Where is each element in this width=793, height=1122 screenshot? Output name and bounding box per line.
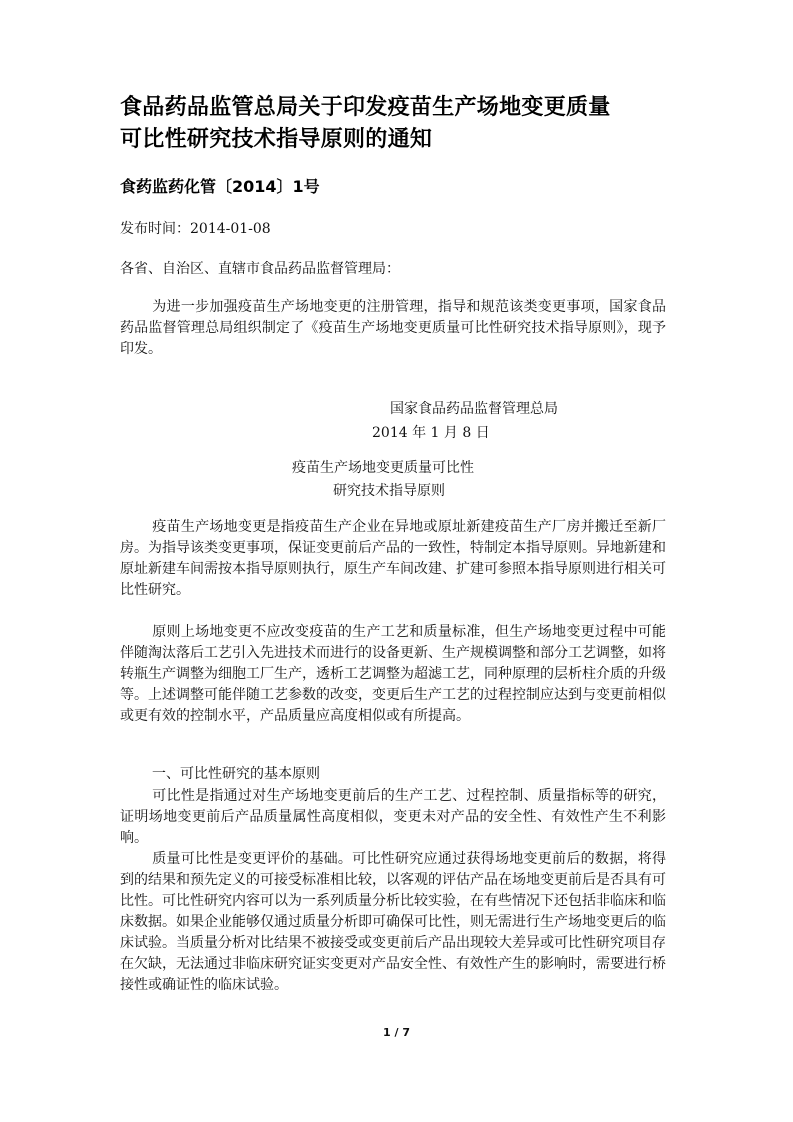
attachment-title-line-2: 研究技术指导原则 <box>333 483 445 499</box>
paragraph-text: 原则上场地变更不应改变疫苗的生产工艺和质量标准，但生产场地变更过程中可能伴随淘汰落后工艺引入先进技术而进行的设备更新、生产规模调整和部分工艺调整，如将转瓶生产调整为细胞工厂生产，透析工艺调整为超滤工艺，同种原理的层析柱介质的升级等。上述调整可能伴随工艺参数的改变，变更后生产工艺的过程控制应达到与变更前相似或更有效的控制水平，产品质量应高度相似或有所提高。 <box>120 624 666 724</box>
title-line-1: 食品药品监管总局关于印发疫苗生产场地变更质量 <box>120 95 611 120</box>
body-paragraph <box>120 622 666 727</box>
document-title <box>120 92 680 156</box>
paragraph-text: 质量可比性是变更评价的基础。可比性研究应通过获得场地变更前后的数据，将得到的结果和预先定义的可接受标准相比较，以客观的评估产品在场地变更前后是否具有可比性。可比性研究内容可以为一系列质量分析比较实验，在有些情况下还包括非临床和临床数据。如果企业能够仅通过质量分析即可确保可比性，则无需进行生产场地变更后的临床试验。当质量分析对比结果不被接受或变更前后产品出现较大差异或可比性研究项目存在欠缺，无法通过非临床研究证实变更对产品安全性、有效性产生的影响时，需要进行桥接性或确证性的临床试验。 <box>120 851 666 993</box>
section-heading: 一、可比性研究的基本原则 <box>152 766 320 782</box>
paragraph-text: 疫苗生产场地变更是指疫苗生产企业在异地或原址新建疫苗生产厂房并搬迁至新厂房。为指导该类变更事项，保证变更前后产品的一致性，特制定本指导原则。异地新建和原址新建车间需按本指导原则执行，原生产车间改建、扩建可参照本指导原则进行相关可比性研究。 <box>120 519 666 598</box>
body-paragraph <box>120 517 666 601</box>
addressee: 各省、自治区、直辖市食品药品监督管理局： <box>120 261 400 277</box>
body-paragraph <box>120 786 666 849</box>
signature-org: 国家食品药品监督管理总局 <box>390 401 558 417</box>
intro-paragraph-text: 为进一步加强疫苗生产场地变更的注册管理，指导和规范该类变更事项，国家食品药品监督管理总局组织制定了《疫苗生产场地变更质量可比性研究技术指导原则》，现予印发。 <box>120 299 666 357</box>
title-line-2: 可比性研究技术指导原则的通知 <box>120 127 433 152</box>
attachment-title-line-1: 疫苗生产场地变更质量可比性 <box>292 460 474 476</box>
document-number: 食药监药化管〔2014〕1号 <box>120 177 320 196</box>
signature-date: 2014 年 1 月 8 日 <box>372 425 490 441</box>
body-paragraph <box>120 849 666 996</box>
publish-time: 发布时间：2014-01-08 <box>120 221 271 237</box>
intro-paragraph <box>120 297 666 360</box>
page-indicator: 1 / 7 <box>383 1026 410 1039</box>
paragraph-text: 可比性是指通过对生产场地变更前后的生产工艺、过程控制、质量指标等的研究，证明场地变更前后产品质量属性高度相似，变更未对产品的安全性、有效性产生不利影响。 <box>120 788 666 846</box>
